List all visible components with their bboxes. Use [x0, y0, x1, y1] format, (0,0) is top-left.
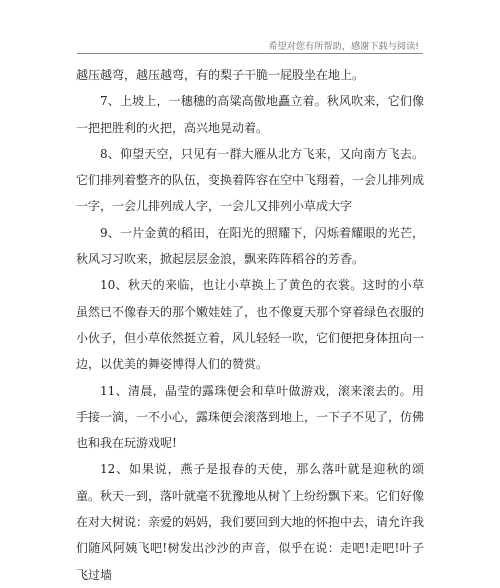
paragraph-7: 12、如果说，燕子是报春的天使，那么落叶就是迎秋的颂童。秋天一到，落叶就毫不犹豫地从树丫上纷纷飘下来。它们好像在对大树说：亲爱的妈妈，我们要回到大地的怀抱中去，请允许我们随风阿姨飞吧!树发出沙沙的声音，似乎在说：走吧!走吧!叶子飞过墙 [76, 462, 425, 582]
paragraph-1: 越压越弯，越压越弯，有的梨子干脆一屁股坐在地上。 [76, 68, 365, 82]
paragraph-6: 11、清晨，晶莹的露珠便会和草叶做游戏，滚来滚去的。用手接一滴，一不小心，露珠便会滚落到地上，一下子不见了，仿佛也和我在玩游戏呢! [76, 383, 425, 451]
header-note: 希望对您有所帮助，感谢下载与阅读! [268, 41, 419, 52]
paragraph-2: 7、上坡上，一穗穗的高粱高傲地矗立着。秋风吹来，它们像一把把胜利的火把，高兴地晃动着。 [76, 94, 424, 135]
document-body [76, 62, 424, 588]
paragraph-5: 10、秋天的来临，也让小草换上了黄色的衣裳。这时的小草虽然已不像春天的那个嫩娃娃了，也不像夏天那个穿着绿色衣服的小伙子，但小草依然挺立着，风儿轻轻一吹，它们便把身体扭向一边，以优美的舞姿博得人们的赞赏。 [76, 278, 425, 372]
paragraph-4: 9、一片金黄的稻田，在阳光的照耀下，闪烁着耀眼的光芒，秋风习习吹来，掀起层层金浪，飘来阵阵稻谷的芳香。 [76, 225, 424, 267]
header-divider [77, 53, 423, 54]
paragraph-3: 8、仰望天空，只见有一群大雁从北方飞来，又向南方飞去。它们排列着整齐的队伍，变换着阵容在空中飞翔着，一会儿排列成一字，一会儿排列成人字，一会儿又排列小草成大字 [76, 146, 425, 214]
